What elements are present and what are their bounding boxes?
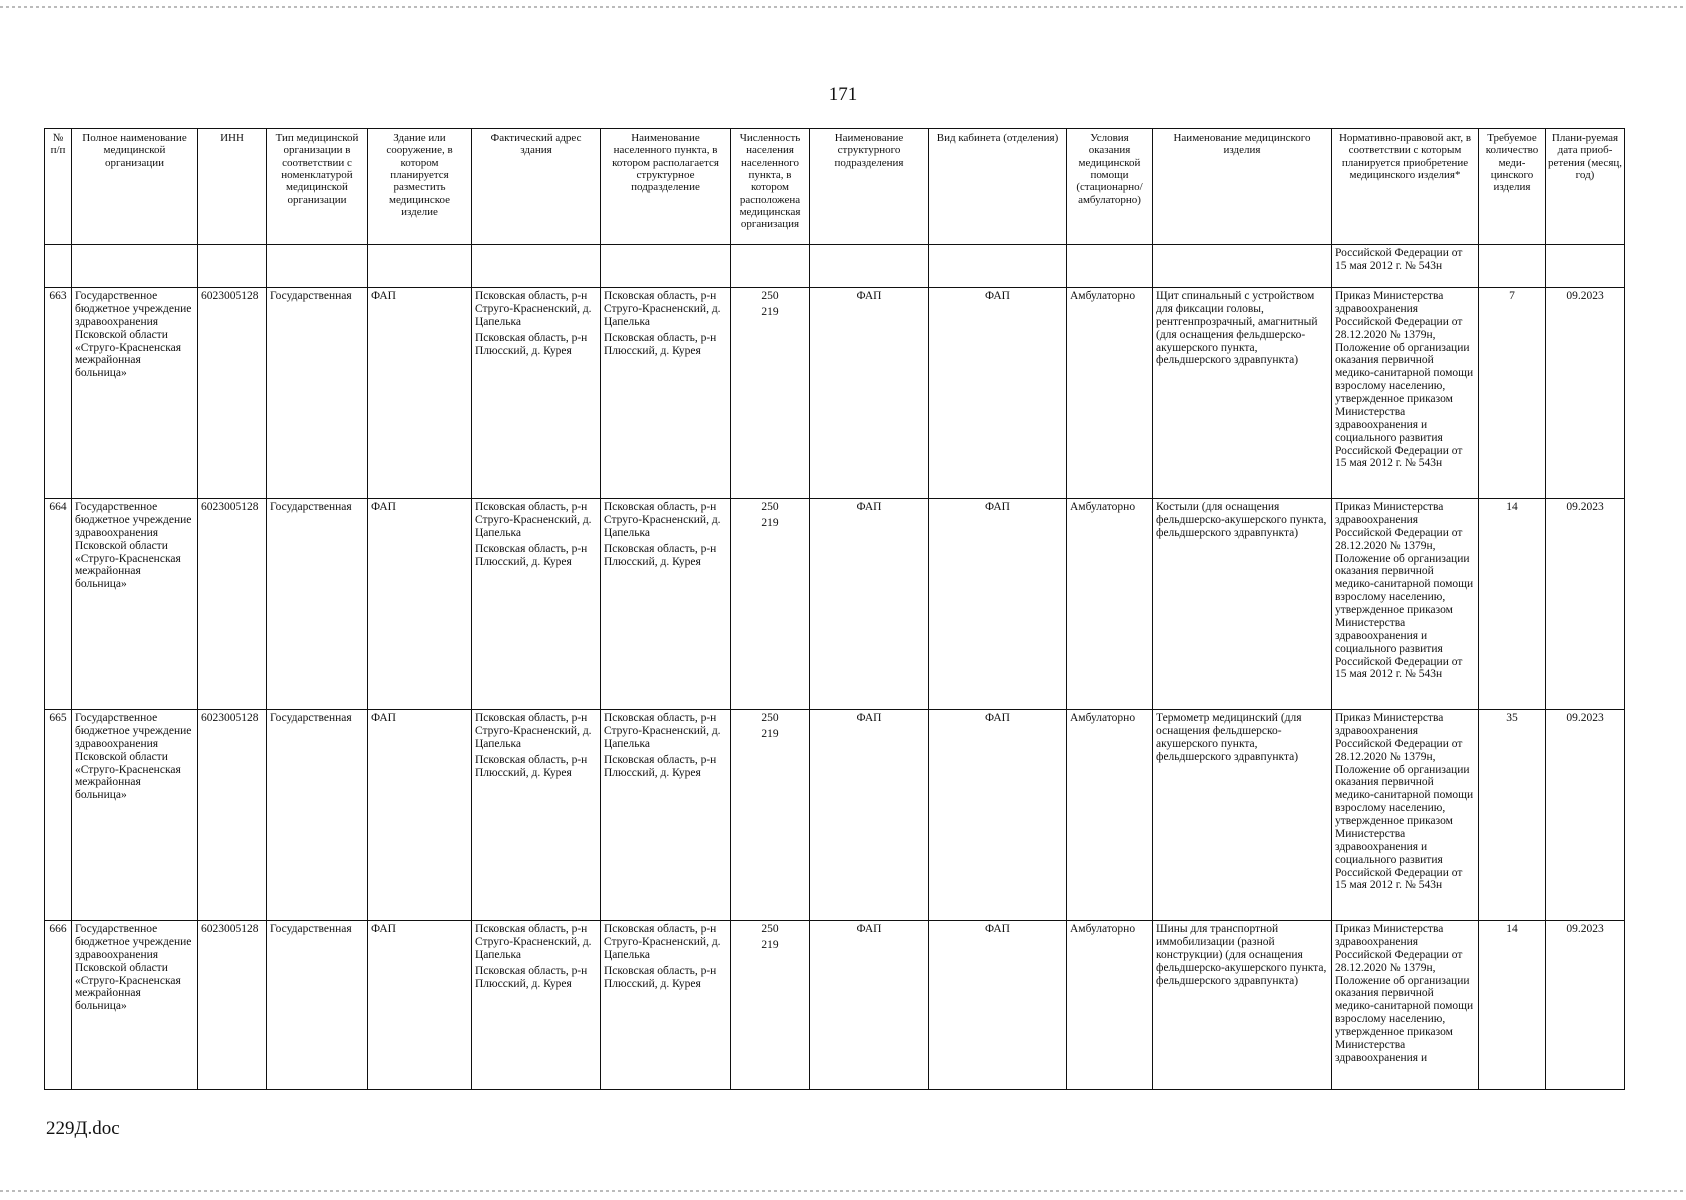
purchase-date: 09.2023 (1546, 710, 1625, 921)
population-cell (731, 710, 810, 921)
table-row (45, 921, 1625, 1090)
cabinet-type: ФАП (929, 499, 1067, 710)
table-header-row (45, 129, 1625, 245)
locality-1: Псковская область, р-н Струго-Красненский, д. Цапелька (604, 290, 721, 328)
header-cell: № п/п (45, 129, 72, 245)
address-2: Псковская область, р-н Плюсский, д. Курея (475, 542, 588, 568)
address-2: Псковская область, р-н Плюсский, д. Курея (475, 753, 588, 779)
population-1: 250 (761, 712, 779, 724)
population-2: 219 (761, 727, 779, 740)
org-type: Государственная (267, 499, 368, 710)
org-type: Государственная (267, 288, 368, 499)
header-cell: Тип медицинской организации в соответствии с номенклатурой медицинской организации (267, 129, 368, 245)
building: ФАП (368, 499, 472, 710)
population-cell (731, 499, 810, 710)
building: ФАП (368, 710, 472, 921)
header-cell: Фактический адрес здания (472, 129, 601, 245)
legal-act: Приказ Министерства здравоохранения Российской Федерации от 28.12.2020 № 1379н, Положение об организации оказания первичной медико-санитарной помощи взрослому населению, утвержденное приказом Министерства здравоохранения и социального развития Российской Федерации от 15 мая 2012 г. № 543н (1332, 710, 1479, 921)
device-name: Щит спинальный с устройством для фиксации головы, рентгенпрозрачный, амагнитный (для оснащения фельдшерско-акушерского пункта, фельдшерского здравпункта) (1153, 288, 1332, 499)
page-number: 171 (828, 84, 858, 105)
address-1: Псковская область, р-н Струго-Красненский, д. Цапелька (475, 501, 592, 539)
address-cell (472, 710, 601, 921)
care-conditions: Амбулаторно (1067, 499, 1153, 710)
cabinet-type: ФАП (929, 921, 1067, 1090)
address-cell (472, 499, 601, 710)
address-1: Псковская область, р-н Струго-Красненский, д. Цапелька (475, 290, 592, 328)
org-type: Государственная (267, 710, 368, 921)
header-cell: Полное наименование медицинской организации (72, 129, 198, 245)
address-cell (472, 921, 601, 1090)
population-2: 219 (761, 938, 779, 951)
quantity: 14 (1479, 499, 1546, 710)
inn: 6023005128 (198, 499, 267, 710)
cabinet-type: ФАП (929, 288, 1067, 499)
care-conditions: Амбулаторно (1067, 921, 1153, 1090)
inn: 6023005128 (198, 921, 267, 1090)
purchase-date: 09.2023 (1546, 921, 1625, 1090)
org-name: Государственное бюджетное учреждение здравоохранения Псковской области «Стругo-Красненская межрайонная больница» (72, 288, 198, 499)
structural-unit: ФАП (810, 288, 929, 499)
header-cell: ИНН (198, 129, 267, 245)
org-name: Государственное бюджетное учреждение здравоохранения Псковской области «Струго-Красненская межрайонная больница» (72, 499, 198, 710)
locality-2: Псковская область, р-н Плюсский, д. Курея (604, 331, 717, 357)
care-conditions: Амбулаторно (1067, 288, 1153, 499)
quantity: 35 (1479, 710, 1546, 921)
inn: 6023005128 (198, 288, 267, 499)
purchase-date: 09.2023 (1546, 288, 1625, 499)
population-1: 250 (761, 290, 779, 302)
purchase-date: 09.2023 (1546, 499, 1625, 710)
equipment-table (44, 128, 1625, 1090)
building: ФАП (368, 288, 472, 499)
address-2: Псковская область, р-н Плюсский, д. Курея (475, 964, 588, 990)
footer-filename: 229Д.doc (46, 1118, 120, 1139)
continuation-row (45, 245, 1625, 288)
locality-1: Псковская область, р-н Струго-Красненский, д. Цапелька (604, 923, 721, 961)
legal-act: Приказ Министерства здравоохранения Российской Федерации от 28.12.2020 № 1379н, Положение об организации оказания первичной медико-санитарной помощи взрослому населению, утвержденное приказом Министерства здравоохранения и социального развития Российской Федерации от 15 мая 2012 г. № 543н (1332, 288, 1479, 499)
header-cell: Условия оказания медицинской помощи (стационарно/ амбулаторно) (1067, 129, 1153, 245)
locality-2: Псковская область, р-н Плюсский, д. Курея (604, 964, 717, 990)
locality-1: Псковская область, р-н Струго-Красненский, д. Цапелька (604, 712, 721, 750)
structural-unit: ФАП (810, 921, 929, 1090)
org-type: Государственная (267, 921, 368, 1090)
row-number: 666 (45, 921, 72, 1090)
population-2: 219 (761, 516, 779, 529)
quantity: 14 (1479, 921, 1546, 1090)
locality-cell (601, 499, 731, 710)
table-row (45, 710, 1625, 921)
quantity: 7 (1479, 288, 1546, 499)
org-name: Государственное бюджетное учреждение здравоохранения Псковской области «Струго-Красненская межрайонная больница» (72, 921, 198, 1090)
locality-1: Псковская область, р-н Струго-Красненский, д. Цапелька (604, 501, 721, 539)
legal-act: Приказ Министерства здравоохранения Российской Федерации от 28.12.2020 № 1379н, Положение об организации оказания первичной медико-санитарной помощи взрослому населению, утвержденное приказом Министерства здравоохранения и (1332, 921, 1479, 1090)
scan-edge-bottom (0, 1190, 1686, 1192)
device-name: Термометр медицинский (для оснащения фельдшерско-акушерского пункта, фельдшерского здравпункта) (1153, 710, 1332, 921)
scan-edge-top (0, 6, 1686, 8)
structural-unit: ФАП (810, 710, 929, 921)
locality-2: Псковская область, р-н Плюсский, д. Курея (604, 542, 717, 568)
continuation-act-text: Российской Федерации от 15 мая 2012 г. № 543н (1332, 245, 1479, 288)
row-number: 665 (45, 710, 72, 921)
locality-cell (601, 921, 731, 1090)
cabinet-type: ФАП (929, 710, 1067, 921)
header-cell: Численность населения населенного пункта, в котором расположена медицинская организация (731, 129, 810, 245)
population-cell (731, 288, 810, 499)
address-2: Псковская область, р-н Плюсский, д. Курея (475, 331, 588, 357)
device-name: Костыли (для оснащения фельдшерско-акушерского пункта, фельдшерского здравпункта) (1153, 499, 1332, 710)
locality-cell (601, 710, 731, 921)
population-cell (731, 921, 810, 1090)
device-name: Шины для транспортной иммобилизации (разной конструкции) (для оснащения фельдшерско-акушерского пункта, фельдшерского здравпункта) (1153, 921, 1332, 1090)
structural-unit: ФАП (810, 499, 929, 710)
population-2: 219 (761, 305, 779, 318)
population-1: 250 (761, 923, 779, 935)
care-conditions: Амбулаторно (1067, 710, 1153, 921)
address-1: Псковская область, р-н Струго-Красненский, д. Цапелька (475, 712, 592, 750)
header-cell: Наименование структурного подразделения (810, 129, 929, 245)
table-row (45, 288, 1625, 499)
address-1: Псковская область, р-н Струго-Красненский, д. Цапелька (475, 923, 592, 961)
building: ФАП (368, 921, 472, 1090)
locality-cell (601, 288, 731, 499)
header-cell: Вид кабинета (отделения) (929, 129, 1067, 245)
row-number: 663 (45, 288, 72, 499)
population-1: 250 (761, 501, 779, 513)
legal-act: Приказ Министерства здравоохранения Российской Федерации от 28.12.2020 № 1379н, Положение об организации оказания первичной медико-санитарной помощи взрослому населению, утвержденное приказом Министерства здравоохранения и социального развития Российской Федерации от 15 мая 2012 г. № 543н (1332, 499, 1479, 710)
table-row (45, 499, 1625, 710)
row-number: 664 (45, 499, 72, 710)
locality-2: Псковская область, р-н Плюсский, д. Курея (604, 753, 717, 779)
address-cell (472, 288, 601, 499)
header-cell: Здание или сооружение, в котором планируется разместить медицинское изделие (368, 129, 472, 245)
inn: 6023005128 (198, 710, 267, 921)
header-cell: Наименование населенного пункта, в котором располагается структурное подразделение (601, 129, 731, 245)
org-name: Государственное бюджетное учреждение здравоохранения Псковской области «Струго-Красненская межрайонная больница» (72, 710, 198, 921)
header-cell: Нормативно-правовой акт, в соответствии с которым планируется приобретение медицинского изделия* (1332, 129, 1479, 245)
header-cell: Требуемое количество меди-цинского изделия (1479, 129, 1546, 245)
header-cell: Наименование медицинского изделия (1153, 129, 1332, 245)
header-cell: Плани-руемая дата приоб-ретения (месяц, год) (1546, 129, 1625, 245)
